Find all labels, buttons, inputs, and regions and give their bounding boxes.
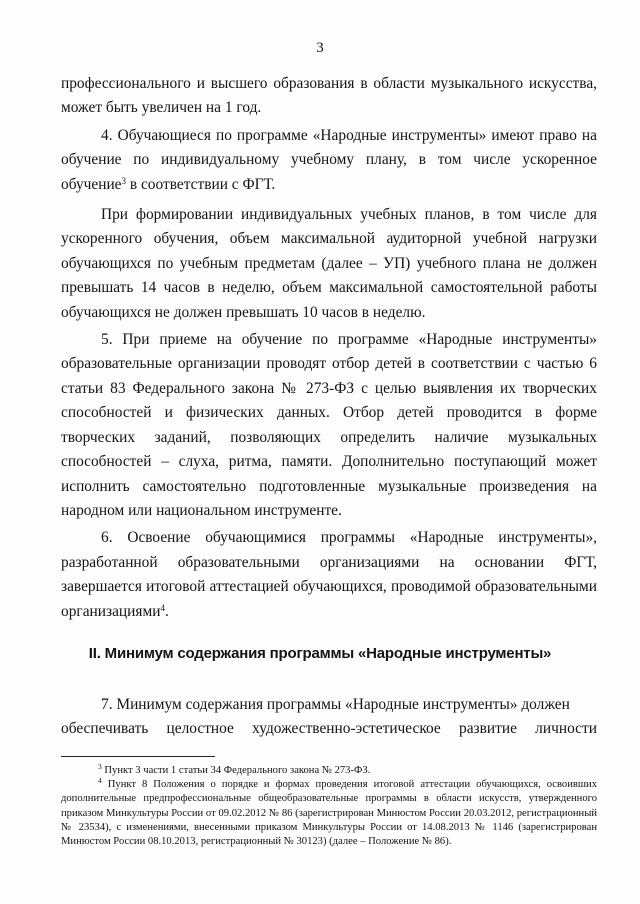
footnote-number: 4 — [98, 776, 102, 786]
paragraph-4b: При формировании индивидуальных учебных планов, в том числе для ускоренного обучения, объем максимальной аудиторной учебной нагрузки обучающихся по учебным предметам (далее – УП) учебного плана не должен превышать 14 часов в неделю, объем максимальной самостоятельной работы обучающихся не должен превышать 10 часов в неделю. — [61, 206, 597, 321]
footnote-text: Пункт 8 Положения о порядке и формах проведения итоговой аттестации обучающихся, освоивших дополнительные предпрофессиональные общеобразовательные программы в области искусств, утвержденного приказом Минкультуры России от 09.02.2012 № 86 (зарегистрирован Минюстом России 20.03.2012, регистрационный № 23534), с изменениями, внесенными приказом Минкультуры России от 14.08.2013 № 1146 (зарегистрирован Минюстом России 08.10.2013, регистрационный № 30123) (далее – Положение № 86). — [61, 779, 597, 848]
footnote-number: 3 — [98, 762, 102, 771]
footnote-ref-4[interactable]: 4 — [160, 602, 165, 613]
paragraph-7-line1: 7. Минимум содержания программы «Народные инструменты» должен — [101, 696, 570, 713]
page-number: 3 — [316, 40, 324, 56]
paragraph-4-text: 4. Обучающиеся по программе «Народные инструменты» имеют право на обучение по индивидуальному учебному плану, в том числе ускоренное обучение — [61, 126, 597, 193]
paragraph-5: 5. При приеме на обучение по программе «Народные инструменты» образовательные организации проводят отбор детей в соответствии с частью 6 статьи 83 Федерального закона № 273-ФЗ с целью выявления их творческих способностей и физических данных. Отбор детей проводится в форме творческих заданий, позволяющих определить наличие музыкальных способностей – слуха, ритма, памяти. Дополнительно поступающий может исполнить самостоятельно подготовленные музыкальные произведения на народном или национальном инструменте. — [61, 331, 597, 519]
section-heading: II. Минимум содержания программы «Народные инструменты» — [88, 645, 552, 662]
footnote-4 — [61, 778, 597, 849]
paragraph-7-line2 — [61, 717, 597, 741]
paragraph-6-text: 6. Освоение обучающимися программы «Народные инструменты», разработанной образовательными организациями на основании ФГТ, завершается итоговой аттестацией обучающихся, проводимой образовательными организациями — [61, 529, 597, 620]
paragraph-intro: профессионального и высшего образования в области музыкального искусства, может быть увеличен на 1 год. — [61, 75, 597, 117]
paragraph-4 — [61, 124, 597, 197]
paragraph-7 — [61, 693, 597, 742]
footnote-ref-3[interactable]: 3 — [121, 175, 127, 186]
footnote-3 — [61, 764, 597, 778]
paragraph-7-word: обеспечивать — [61, 720, 149, 738]
footnote-text: Пункт 3 части 1 статьи 34 Федерального закона № 273-ФЗ. — [101, 765, 371, 776]
paragraph-6 — [61, 526, 597, 624]
paragraph-6-tail: . — [164, 602, 169, 620]
main-text — [61, 72, 597, 624]
paragraph-7-word: целостное — [166, 720, 234, 738]
paragraph-4-tail: в соответствии с ФГТ. — [126, 175, 276, 193]
paragraph-7-word: художественно-эстетическое — [252, 720, 441, 738]
paragraph-7-word: развитие — [459, 720, 517, 738]
footnote-separator — [61, 756, 215, 757]
paragraph-7-word: личности — [535, 720, 597, 738]
footnotes — [61, 764, 597, 849]
